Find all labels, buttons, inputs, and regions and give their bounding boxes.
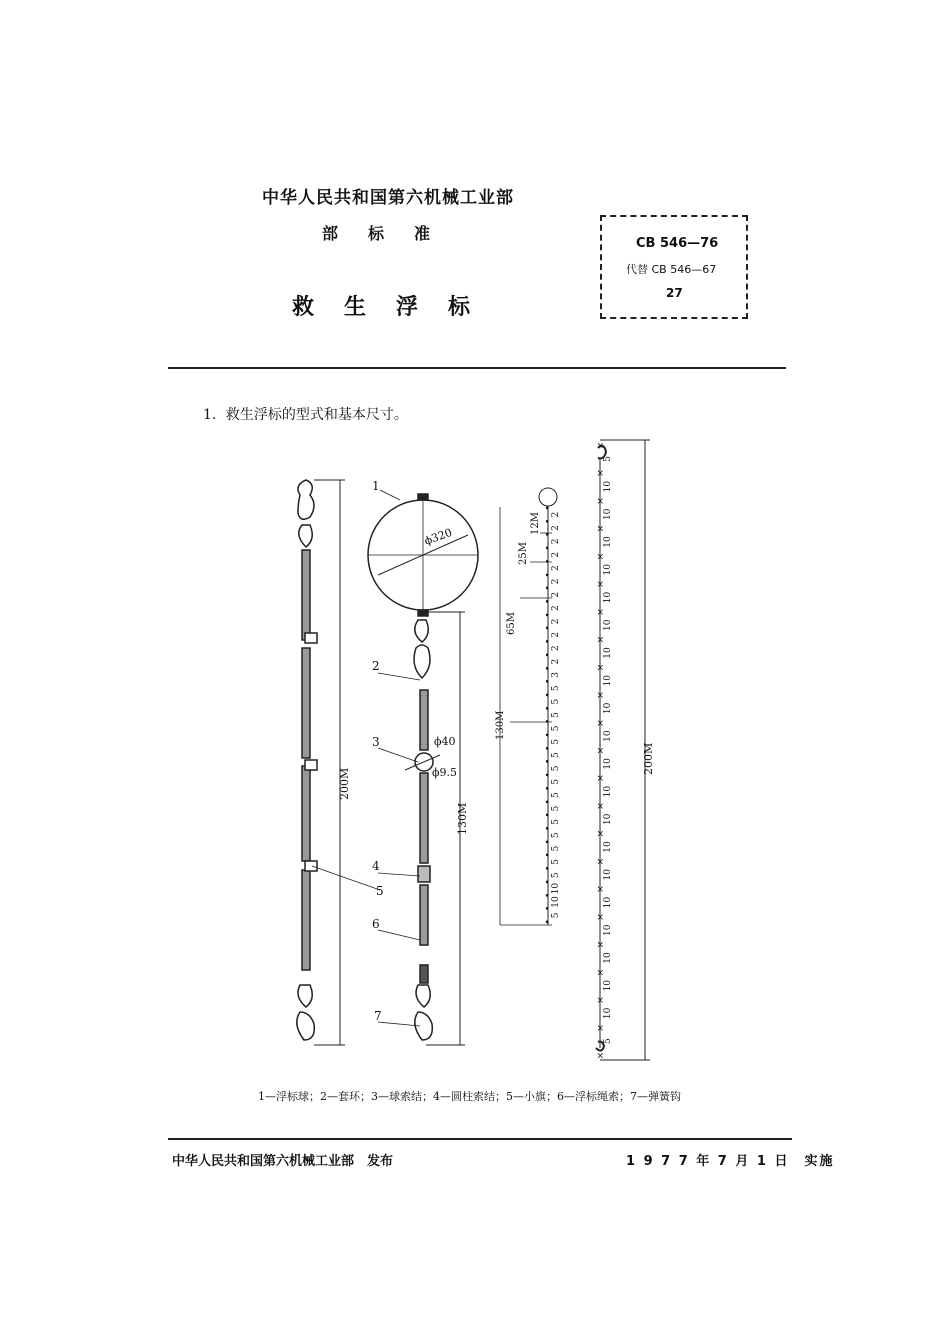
part-4-label: 4 [372, 859, 380, 873]
float-ball [368, 494, 478, 616]
marker-chain-label: 5 [551, 805, 561, 812]
seg-65m-label: 65M [506, 612, 517, 635]
marker-chain-label: 5 [551, 845, 561, 852]
marker-chain-tick: • [544, 691, 550, 702]
marker-chain-tick: • [544, 678, 550, 689]
marker-chain-label: 2 [551, 591, 561, 598]
marker-chain-label: 5 [551, 725, 561, 732]
marker-chain-tick: • [544, 811, 550, 822]
right-chain-tick: × [596, 524, 605, 535]
marker-chain-label: 2 [551, 511, 561, 518]
marker-chain-label: 2 [551, 538, 561, 545]
marker-chain-label: 2 [551, 658, 561, 665]
middle-rope [414, 620, 433, 1040]
marker-chain-tick: • [544, 638, 550, 649]
marker-chain-tick: • [544, 571, 550, 582]
marker-chain-label: 2 [551, 578, 561, 585]
right-chain-tick: × [596, 885, 605, 896]
right-chain-tick: × [596, 635, 605, 646]
document-title: 救生浮标 [292, 295, 501, 320]
marker-chain-labels [551, 512, 561, 918]
marker-chain-label: 5 [551, 778, 561, 785]
right-chain-tick: × [596, 663, 605, 674]
right-chain-tick: × [596, 718, 605, 729]
seg-12m-label: 12M [530, 512, 541, 535]
right-chain-tick: × [596, 912, 605, 923]
marker-chain-label: 5 [551, 738, 561, 745]
marker-chain-tick: • [544, 744, 550, 755]
right-chain-tick: × [596, 1023, 605, 1034]
marker-chain-tick: • [544, 704, 550, 715]
right-chain-labels [603, 456, 613, 1044]
issuing-org: 中华人民共和国第六机械工业部 [262, 188, 514, 208]
right-chain-tick: × [596, 496, 605, 507]
marker-chain-tick: • [544, 838, 550, 849]
part-5-label: 5 [376, 884, 384, 898]
marker-chain-label: 2 [551, 605, 561, 612]
right-chain-label: 10 [603, 480, 613, 493]
marker-chain-tick: • [544, 825, 550, 836]
marker-chain-label: 5 [551, 859, 561, 865]
marker-chain-tick: • [544, 504, 550, 515]
right-chain-label: 10 [603, 785, 613, 798]
right-chain-label: 10 [603, 952, 613, 964]
marker-chain-tick: • [544, 531, 550, 542]
marker-chain-label: 5 [551, 912, 561, 919]
marker-chain-tick: • [544, 731, 550, 742]
right-chain-ticks [597, 442, 605, 1062]
marker-chain-tick: • [544, 517, 550, 528]
publisher: 中华人民共和国第六机械工业部 发布 [172, 1154, 394, 1169]
right-chain-label: 10 [603, 564, 613, 576]
standard-type: 部标准 [322, 224, 461, 243]
marker-chain-tick: • [544, 891, 550, 902]
right-chain-label: 10 [603, 619, 613, 631]
section-1-heading: 1．救生浮标的型式和基本尺寸。 [203, 407, 408, 423]
right-chain-label: 10 [603, 591, 613, 604]
marker-chain-tick: • [544, 611, 550, 622]
standard-replaces: 代替 CB 546—67 [626, 263, 717, 276]
right-chain-label: 5 [603, 455, 613, 462]
right-chain-tick: × [596, 940, 605, 951]
left-buoy-line [297, 480, 317, 1040]
marker-chain-label: 5 [551, 792, 561, 798]
right-chain-tick: × [596, 580, 605, 591]
right-chain-label: 10 [603, 647, 613, 659]
marker-chain-label: 5 [551, 712, 561, 718]
marker-chain-tick: • [544, 584, 550, 595]
marker-chain-label: 2 [551, 565, 561, 571]
right-chain-label: 10 [603, 924, 613, 936]
middle-length-label: 130M [456, 802, 469, 835]
right-chain-label: 10 [603, 508, 613, 521]
part-3-label: 3 [372, 735, 380, 749]
marker-chain-tick: • [544, 798, 550, 809]
ball-diameter-label: ϕ320 [422, 525, 454, 548]
marker-chain-tick: • [544, 597, 550, 608]
standard-page: 27 [666, 286, 683, 300]
part-6-label: 6 [372, 917, 380, 931]
marker-chain-label: 5 [551, 872, 561, 879]
right-chain-label: 10 [603, 813, 613, 826]
marker-chain-label: 10 [551, 896, 561, 908]
right-chain-label: 10 [603, 841, 613, 853]
right-chain-tick: × [596, 968, 605, 979]
effective-date: 1 9 7 7 年 7 月 1 日 实施 [626, 1154, 835, 1169]
right-chain-tick: × [596, 746, 605, 757]
right-chain-label: 10 [603, 1007, 613, 1020]
seg-130m-label: 130M [495, 710, 506, 740]
marker-chain-label: 5 [551, 685, 561, 692]
marker-chain-tick: • [544, 918, 550, 929]
figure-caption: 1—浮标球；2—套环；3—球索结；4—圆柱索结；5—小旗；6—浮标绳索；7—弹簧钩 [258, 1090, 681, 1103]
knot-outer-diameter: ϕ40 [434, 735, 456, 748]
marker-chain-tick: • [544, 664, 550, 675]
marker-chain-tick: • [544, 851, 550, 862]
marker-chain-tick: • [544, 651, 550, 662]
right-chain-tick: × [596, 774, 605, 785]
marker-chain-tick: • [544, 718, 550, 729]
part-7-label: 7 [374, 1009, 382, 1023]
right-chain-label: 10 [603, 758, 613, 770]
marker-chain-tick: • [544, 624, 550, 635]
marker-chain-label: 5 [551, 698, 561, 705]
right-chain-label: 5 [603, 1038, 613, 1045]
marker-chain-label: 2 [551, 551, 561, 558]
marker-chain-label: 2 [551, 618, 561, 625]
right-chain-tick: × [596, 996, 605, 1007]
right-chain-label: 10 [603, 896, 613, 909]
footer-divider [168, 1138, 792, 1140]
right-chain-label: 10 [603, 536, 613, 548]
marker-chain-label: 10 [551, 882, 561, 895]
standard-code: CB 546—76 [636, 236, 719, 251]
marker-chain-tick: • [544, 758, 550, 769]
marker-chain-label: 5 [551, 752, 561, 758]
right-chain-tick: × [596, 801, 605, 812]
right-chain-tick: × [596, 857, 605, 868]
right-chain-tick: × [596, 691, 605, 702]
marker-chain-ticks [545, 505, 550, 929]
right-chain-tick: × [596, 1051, 605, 1062]
right-chain-label: 10 [603, 702, 613, 715]
left-total-length-label: 200M [338, 767, 351, 800]
seg-25m-label: 25M [518, 542, 529, 565]
right-chain-label: 10 [603, 869, 613, 881]
marker-chain-tick: • [544, 784, 550, 795]
right-chain-tick: × [596, 469, 605, 480]
marker-chain-label: 5 [551, 832, 561, 839]
right-chain-label: 10 [603, 730, 613, 742]
marker-chain-label: 2 [551, 645, 561, 652]
marker-chain-label: 2 [551, 632, 561, 638]
part-2-label: 2 [372, 659, 380, 673]
right-chain-tick: × [596, 829, 605, 840]
right-chain-label: 10 [603, 674, 613, 687]
marker-chain-label: 5 [551, 765, 561, 772]
marker-chain-tick: • [544, 905, 550, 916]
marker-chain-tick: • [544, 771, 550, 782]
right-chain-label: 10 [603, 979, 613, 992]
knot-inner-diameter: ϕ9.5 [432, 766, 457, 779]
part-1-label: 1 [372, 479, 380, 493]
marker-chain-tick: • [544, 557, 550, 568]
marker-chain-label: 2 [551, 525, 561, 531]
marker-chain-tick: • [544, 544, 550, 555]
marker-chain-tick: • [544, 865, 550, 876]
marker-chain-tick: • [544, 878, 550, 889]
right-chain-tick: × [596, 607, 605, 618]
right-total-length-label: 200M [642, 742, 655, 775]
right-chain-tick: × [596, 552, 605, 563]
marker-chain-label: 5 [551, 818, 561, 825]
right-chain-tick: × [596, 441, 605, 452]
marker-chain-label: 3 [551, 672, 561, 678]
